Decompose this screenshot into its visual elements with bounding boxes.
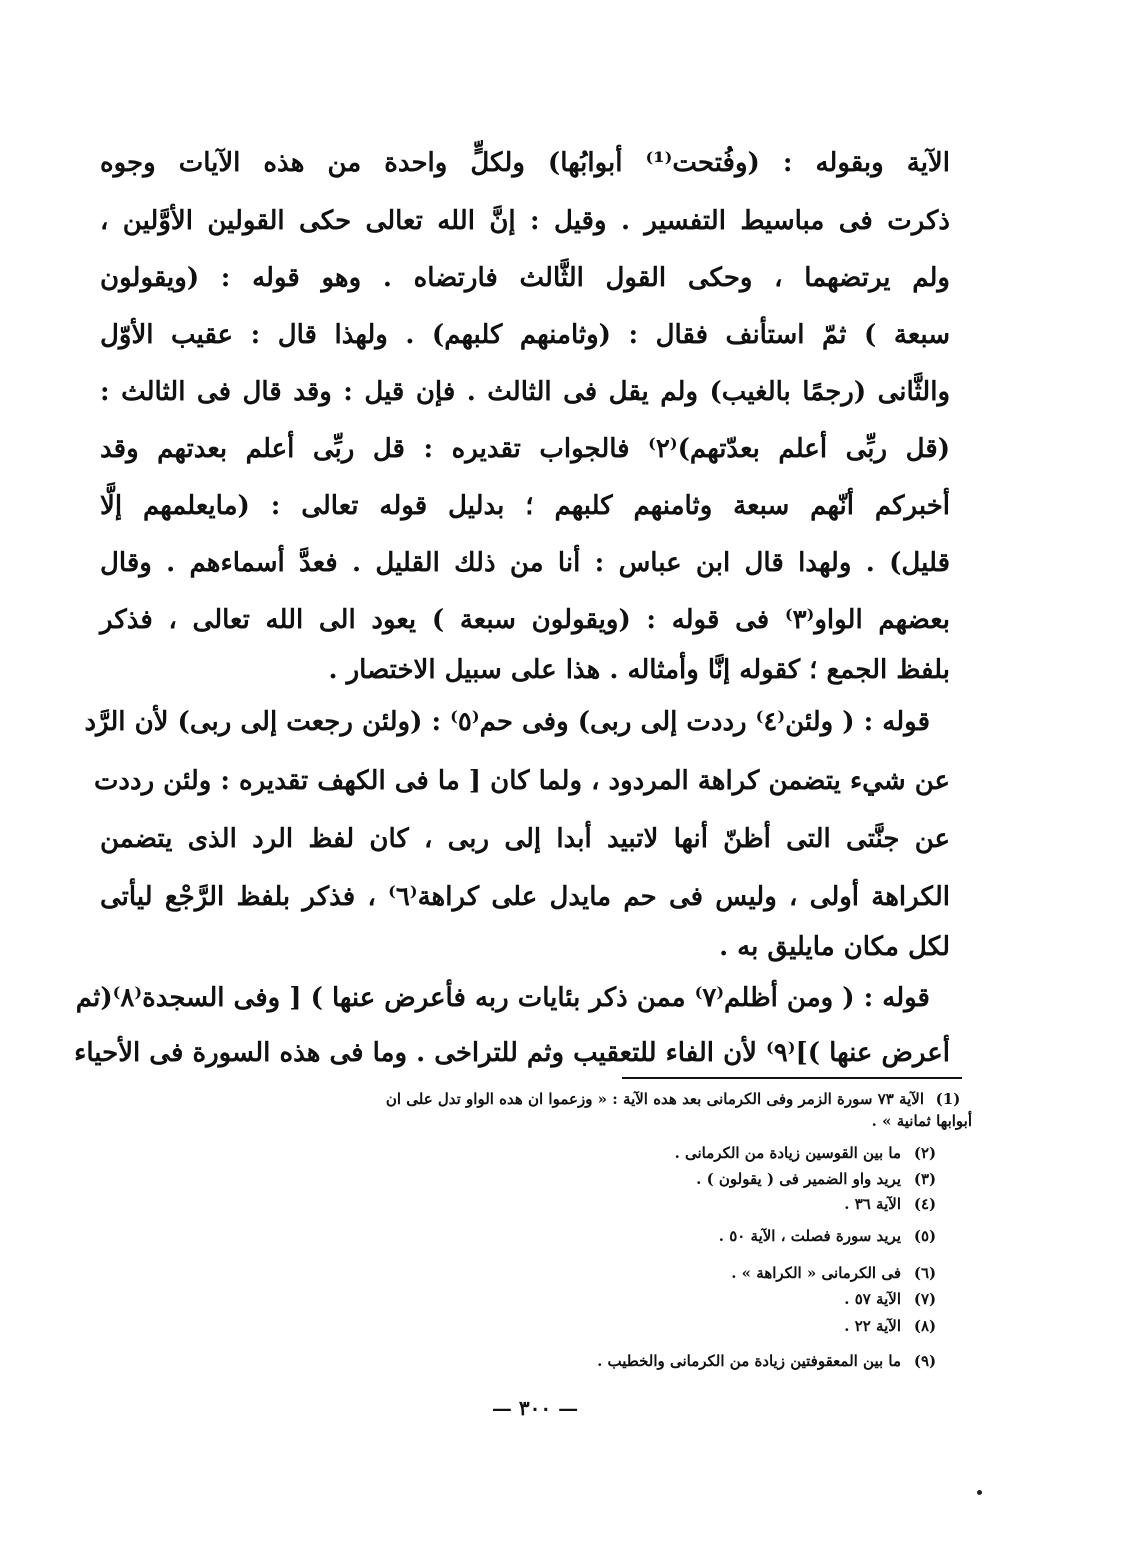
footnote-number: (٩) [913, 1352, 937, 1370]
footnote-number: (٦) [913, 1264, 937, 1282]
body-line: بلفظ الجمع ؛ كقوله إنَّا وأمثاله . هذا على سبيل الاختصار . [328, 655, 950, 685]
body-line: عن جنَّتى التى أظنّ أنها لاتبيد أبدا إلى ربى ، كان لفظ الرد الذى يتضمن [100, 824, 950, 854]
page-number: — ٣٠٠ — [491, 1396, 579, 1420]
body-line: سبعة ) ثمّ استأنف فقال : (وثامنهم كلبهم) . ولهذا قال : عقيب الأوّل [100, 320, 950, 350]
body-line: ولم يرتضهما ، وحكى القول الثَّالث فارتضاه . وهو قوله : (ويقولون [100, 263, 950, 293]
scan-speck [977, 1490, 982, 1495]
footnote-number: (٢) [913, 1144, 937, 1162]
footnote [844, 1315, 949, 1337]
body-line: ذكرت فى مباسيط التفسير . وقيل : إنَّ الله تعالى حكى القولين الأوَّلين ، [100, 206, 950, 236]
footnote-separator [622, 1077, 962, 1079]
footnote-number: (٨) [913, 1317, 937, 1335]
footnote-number: (1) [935, 1090, 961, 1108]
footnote-text: يريد سورة فصلت ، الآية ٥٠ . [718, 1227, 901, 1245]
footnote-text: الآية ٣٦ . [844, 1195, 901, 1213]
footnote-number: (٤) [913, 1195, 937, 1213]
footnote [675, 1142, 949, 1164]
footnote [696, 1168, 949, 1190]
body-line: الآية وبقوله : (وفُتحت⁽¹⁾ أبوابُها) ولكلٍّ واحدة من هذه الآيات وجوه [100, 148, 950, 178]
body-line: أعرض عنها )]⁽٩⁾ لأن الفاء للتعقيب وثم للتراخى . وما فى هذه السورة فى الأحياء [74, 1038, 950, 1068]
footnote [597, 1350, 949, 1372]
footnote-number: (٥) [913, 1227, 937, 1245]
body-line: قليل) . ولهدا قال ابن عباس : أنا من ذلك القليل . فعدَّ أسماءهم . وقال [100, 548, 950, 578]
footnote-text: الآية ٥٧ . [844, 1290, 901, 1308]
body-line: والثَّانى (رجمًا بالغيب) ولم يقل فى الثالث . فإن قيل : وقد قال فى الثالث : [100, 377, 950, 407]
footnote-number: (٧) [913, 1290, 937, 1308]
footnote [844, 1193, 949, 1215]
body-line: قوله : ( ومن أظلم⁽٧⁾ ممن ذكر بئايات ربه فأعرض عنها ) [ وفى السجدة⁽٨⁾(ثم [75, 983, 930, 1013]
body-line: عن شيء يتضمن كراهة المردود ، ولما كان [ ما فى الكهف تقديره : ولئن رددت [93, 766, 950, 796]
footnote-text: الآية ٢٢ . [844, 1317, 901, 1335]
footnote [872, 1110, 972, 1132]
body-line: قوله : ( ولئن⁽٤⁾ رددت إلى ربى) وفى حم⁽٥⁾ : (ولئن رجعت إلى ربى) لأن الرَّد [84, 707, 930, 737]
footnote [719, 1225, 949, 1247]
body-line: الكراهة أولى ، وليس فى حم مايدل على كراهة⁽٦⁾ ، فذكر بلفظ الرَّجْع ليأتى [100, 882, 950, 912]
footnote-text: فى الكرمانى « الكراهة » . [731, 1264, 901, 1282]
footnote-number: (٣) [913, 1170, 937, 1188]
footnote-text: ما بين المعقوفتين زيادة من الكرمانى والخطيب . [597, 1352, 901, 1370]
footnote [731, 1262, 949, 1284]
footnote-text: يريد واو الضمير فى ( يقولون ) . [696, 1170, 901, 1188]
body-line: أخبركم أنّهم سبعة وثامنهم كلبهم ؛ بدليل قوله تعالى : (مايعلمهم إلَّا [100, 491, 950, 521]
footnote-text: ما بين القوسين زيادة من الكرمانى . [674, 1144, 901, 1162]
footnote-text: الآية ٧٣ سورة الزمر وفى الكرمانى بعد هده الآية : « وزعموا ان هده الواو تدل على ان [385, 1090, 924, 1108]
footnote [386, 1088, 972, 1110]
footnote [844, 1288, 949, 1310]
footnote-text: أبوابها ثمانية » . [871, 1112, 972, 1130]
body-line: بعضهم الواو⁽٣⁾ فى قوله : (ويقولون سبعة ) يعود الى الله تعالى ، فذكر [100, 605, 950, 635]
body-line: (قل ربِّى أعلم بعدّتهم)⁽٢⁾ فالجواب تقديره : قل ربِّى أعلم بعدتهم وقد [100, 434, 951, 464]
body-line: لكل مكان مايليق به . [719, 932, 950, 962]
